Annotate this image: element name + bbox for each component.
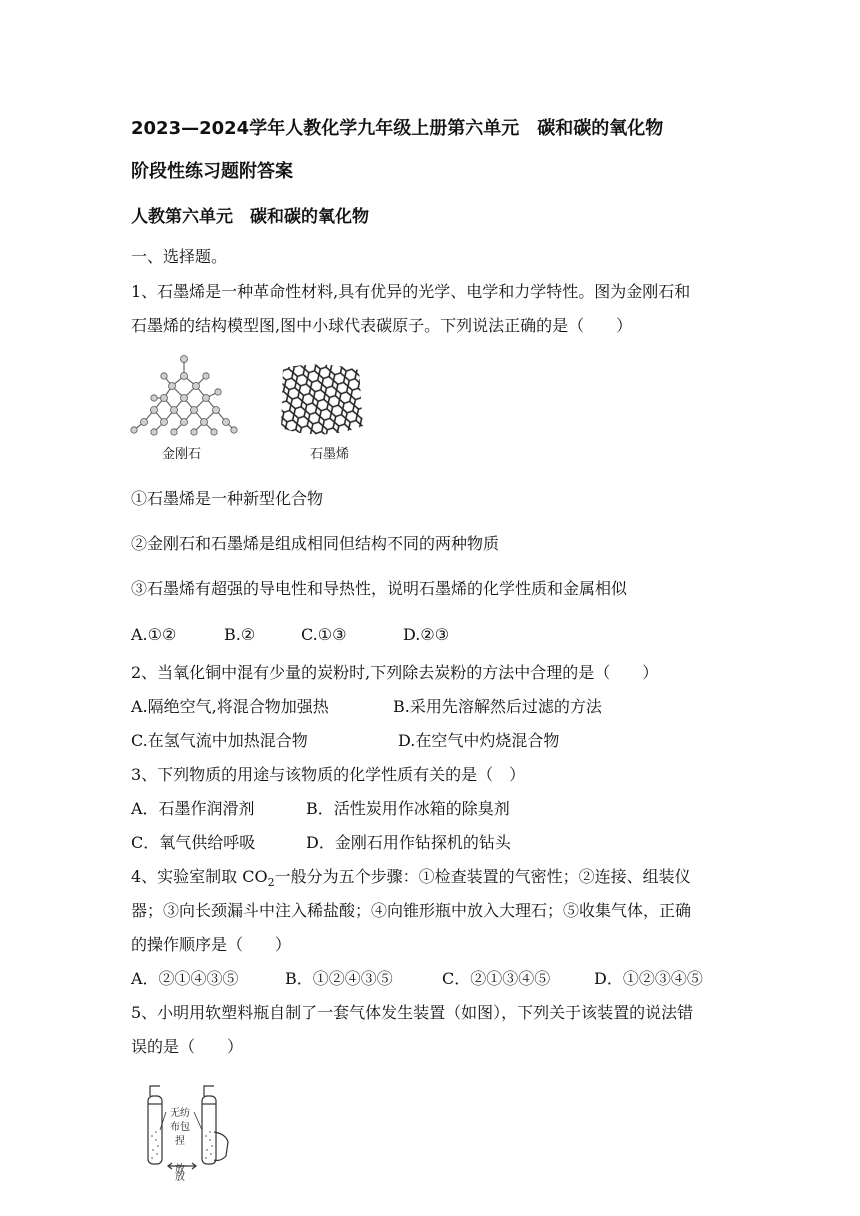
q4-option-c: C．②①③④⑤	[442, 969, 551, 988]
q4-stem-line-2: 器；③向长颈漏斗中注入稀盐酸；④向锥形瓶中放入大理石；⑤收集气体，正确	[131, 901, 692, 920]
q4-stem-line-3: 的操作顺序是（ ）	[131, 935, 292, 954]
q3-option-c: C．氧气供给呼吸	[131, 833, 256, 852]
q1-option-a: A.①②	[131, 625, 177, 644]
title-line-2: 阶段性练习题附答案	[131, 161, 293, 182]
q4-stem-part-1: 4、实验室制取 CO	[131, 867, 268, 886]
diamond-caption: 金刚石	[162, 447, 202, 462]
q1-statement-1: ①石墨烯是一种新型化合物	[131, 489, 324, 508]
q2-option-d: D.在空气中灼烧混合物	[398, 731, 560, 750]
fig-label-release: 放	[175, 1164, 185, 1175]
fig-label-4: 放	[175, 1172, 185, 1183]
q2-option-c: C.在氢气流中加热混合物	[131, 731, 308, 750]
q4-stem-line-1	[131, 867, 691, 893]
graphene-structure-figure	[277, 362, 365, 438]
subtitle: 人教第六单元 碳和碳的氧化物	[131, 207, 369, 227]
q3-stem: 3、下列物质的用途与该物质的化学性质有关的是（ ）	[131, 765, 526, 784]
q5-stem-line-2: 误的是（ ）	[131, 1037, 244, 1056]
diamond-structure-figure	[128, 352, 240, 440]
q1-statement-3: ③石墨烯有超强的导电性和导热性，说明石墨烯的化学性质和金属相似	[131, 579, 628, 598]
q1-stem-line-1: 1、石墨烯是一种革命性材料,具有优异的光学、电学和力学特性。图为金刚石和	[131, 282, 691, 301]
q3-option-a: A．石墨作润滑剂	[131, 799, 255, 818]
title-line-1: 2023—2024学年人教化学九年级上册第六单元 碳和碳的氧化物	[131, 118, 664, 139]
q4-subscript: 2	[267, 876, 275, 890]
q2-stem: 2、当氧化铜中混有少量的炭粉时,下列除去炭粉的方法中合理的是（ ）	[131, 663, 659, 682]
q4-option-a: A．②①④③⑤	[131, 969, 239, 988]
q3-option-d: D．金刚石用作钻探机的钻头	[306, 833, 511, 852]
q1-stem-line-2: 石墨烯的结构模型图,图中小球代表碳原子。下列说法正确的是（ ）	[131, 316, 633, 335]
q2-option-b: B.采用先溶解然后过滤的方法	[393, 697, 602, 716]
fig-label-3: 捏	[175, 1136, 185, 1147]
section-heading: 一、选择题。	[131, 247, 228, 266]
q1-statement-2: ②金刚石和石墨烯是组成相同但结构不同的两种物质	[131, 534, 500, 553]
q1-option-c: C.①③	[301, 625, 347, 644]
q4-option-d: D．①②③④⑤	[594, 969, 703, 988]
q4-option-b: B．①②④③⑤	[285, 969, 393, 988]
graphene-caption: 石墨烯	[310, 447, 350, 462]
fig-label-2: 布包	[170, 1122, 190, 1133]
q1-option-d: D.②③	[403, 625, 450, 644]
q1-option-b: B.②	[224, 625, 256, 644]
gas-generator-figure	[140, 1082, 236, 1183]
q4-stem-part-2: 一般分为五个步骤：①检查装置的气密性；②连接、组装仪	[274, 867, 691, 886]
q3-option-b: B．活性炭用作冰箱的除臭剂	[306, 799, 510, 818]
fig-label-1: 无纺	[170, 1108, 190, 1119]
q2-option-a: A.隔绝空气,将混合物加强热	[131, 697, 329, 716]
q5-stem-line-1: 5、小明用软塑料瓶自制了一套气体发生装置（如图），下列关于该装置的说法错	[131, 1003, 694, 1022]
